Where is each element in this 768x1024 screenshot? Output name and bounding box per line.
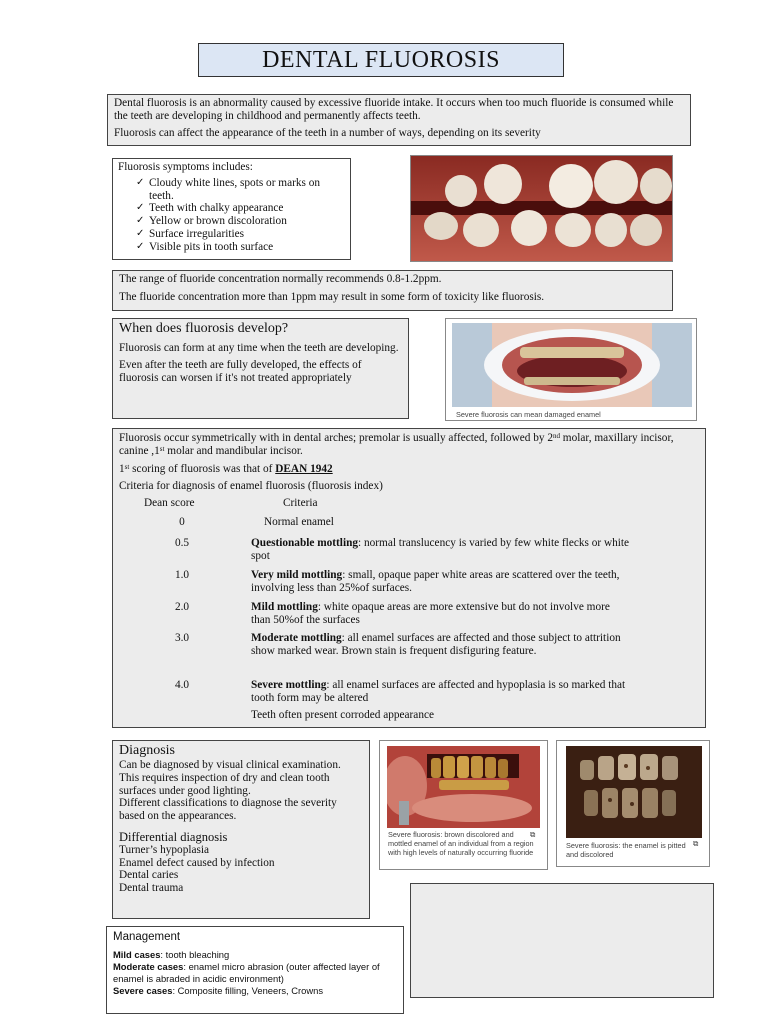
check-icon: ✓ <box>136 215 145 227</box>
criteria-header: Criteria <box>283 497 318 509</box>
symptoms-list <box>118 177 345 254</box>
when-heading: When does fluorosis develop? <box>119 321 289 336</box>
mouth-photo <box>452 323 692 407</box>
list-item: ✓ Cloudy white lines, spots or marks on teeth. <box>136 176 321 202</box>
diagnosis-box <box>112 740 370 919</box>
intro-paragraph-1: Dental fluorosis is an abnormality caused by excessive fluoride intake. It occurs when too much fluoride is consumed while the teeth are developing in childhood and permanently affects teeth. <box>114 97 674 122</box>
empty-box <box>410 883 714 998</box>
symmetry-paragraph: Fluorosis occur symmetrically with in dental arches; premolar is usually affected, followed by 2nd molar, maxillary incisor, canine ,1st molar and mandibular incisor. <box>119 432 674 457</box>
management-severe: Severe cases: Composite filling, Veneers, Crowns <box>113 985 324 996</box>
mouth-photo-frame <box>445 318 697 421</box>
management-moderate: Moderate cases: enamel micro abrasion (outer affected layer of enamel is abraded in acidic environment) <box>113 961 380 984</box>
list-item: ✓ Teeth with chalky appearance <box>136 202 284 215</box>
brown-teeth-photo-frame <box>379 740 548 870</box>
intro-box <box>107 94 691 146</box>
extra-note: Teeth often present corroded appearance <box>251 709 434 721</box>
range-paragraph-1: The range of fluoride concentration normally recommends 0.8-1.2ppm. <box>119 273 442 285</box>
page-title: DENTAL FLUOROSIS <box>198 43 564 77</box>
symptoms-box <box>112 158 351 260</box>
differential-item: Dental trauma <box>119 882 184 895</box>
list-item: ✓ Visible pits in tooth surface <box>136 240 274 253</box>
criteria-paragraph: Criteria for diagnosis of enamel fluorosis (fluorosis index) <box>119 480 383 493</box>
differential-item: Enamel defect caused by infection <box>119 856 275 869</box>
when-develop-box <box>112 318 409 419</box>
management-heading: Management <box>113 931 181 943</box>
diagnosis-line: This requires inspection of dry and clean tooth surfaces under good lighting. <box>119 771 330 797</box>
teeth-photo <box>411 156 672 261</box>
mouth-photo-caption: Severe fluorosis can mean damaged enamel <box>456 410 601 419</box>
fluoride-range-box <box>112 270 673 311</box>
differential-item: Dental caries <box>119 869 179 882</box>
check-icon: ✓ <box>136 202 145 214</box>
diagnosis-line: Can be diagnosed by visual clinical examination. <box>119 759 341 771</box>
pitted-teeth-caption: Severe fluorosis: the enamel is pitted and discolored <box>566 841 686 859</box>
expand-icon[interactable]: ⧉ <box>530 830 536 839</box>
management-mild: Mild cases: tooth bleaching <box>113 949 230 960</box>
dean-score-header: Dean score <box>144 497 195 509</box>
dean-score-box: Fluorosis occur symmetrically with in dental arches; premolar is usually affected, followed by 2nd molar, maxillary incisor, canine ,1st molar and mandibular incisor. 1st scoring of fluorosis was that of DEAN 1942 Criteria for diagnosis of enamel fluorosis (fluorosis index) Dean score Criteria 0 Normal enamel 0.5 Questionable mottling: normal translucency is varied by few white flecks or white spot 1.0 Very mild mottling: small, opaque paper white areas are scattered over the teeth, involving less than 25%of surfaces. 2.0 Mild mottling: white opaque areas are more extensive but do not involve more than 50%of the surfaces 3.0 Moderate mottling: all enamel surfaces are affected and those subject to attrition show marked wear. Brown stain is frequent disfiguring feature. 4.0 Severe mottling: all enamel surfaces are affected and hypoplasia is so marked that tooth form may be altered Teeth often present corroded appearance <box>112 428 706 728</box>
symptoms-heading: Fluorosis symptoms includes: <box>118 161 253 173</box>
management-box <box>106 926 404 1014</box>
range-paragraph-2: The fluoride concentration more than 1ppm may result in some form of toxicity like fluorosis. <box>119 291 545 303</box>
teeth-photo-frame <box>410 155 673 262</box>
differential-item: Turner’s hypoplasia <box>119 843 210 856</box>
intro-paragraph-2: Fluorosis can affect the appearance of the teeth in a number of ways, depending on its severity <box>114 127 541 139</box>
when-paragraph-2: Even after the teeth are fully developed, the effects of fluorosis can worsen if it's not treated appropriately <box>119 358 362 384</box>
list-item: ✓ Yellow or brown discoloration <box>136 215 287 228</box>
check-icon: ✓ <box>136 176 145 188</box>
dean-paragraph: 1st scoring of fluorosis was that of DEAN 1942 <box>119 462 333 475</box>
differential-heading: Differential diagnosis <box>119 829 228 844</box>
diagnosis-line: Different classifications to diagnose the severity based on the appearances. <box>119 797 337 823</box>
brown-teeth-photo <box>387 746 540 828</box>
brown-teeth-caption: Severe fluorosis: brown discolored and mottled enamel of an individual from a region with high levels of naturally occurring fluoride <box>388 830 534 857</box>
expand-icon[interactable]: ⧉ <box>693 839 699 848</box>
check-icon: ✓ <box>136 227 145 239</box>
list-item: ✓ Surface irregularities <box>136 227 245 240</box>
check-icon: ✓ <box>136 240 145 252</box>
when-paragraph-1: Fluorosis can form at any time when the teeth are developing. <box>119 342 399 354</box>
pitted-teeth-photo <box>566 746 702 838</box>
diagnosis-heading: Diagnosis <box>119 743 175 758</box>
pitted-teeth-photo-frame <box>556 740 710 867</box>
